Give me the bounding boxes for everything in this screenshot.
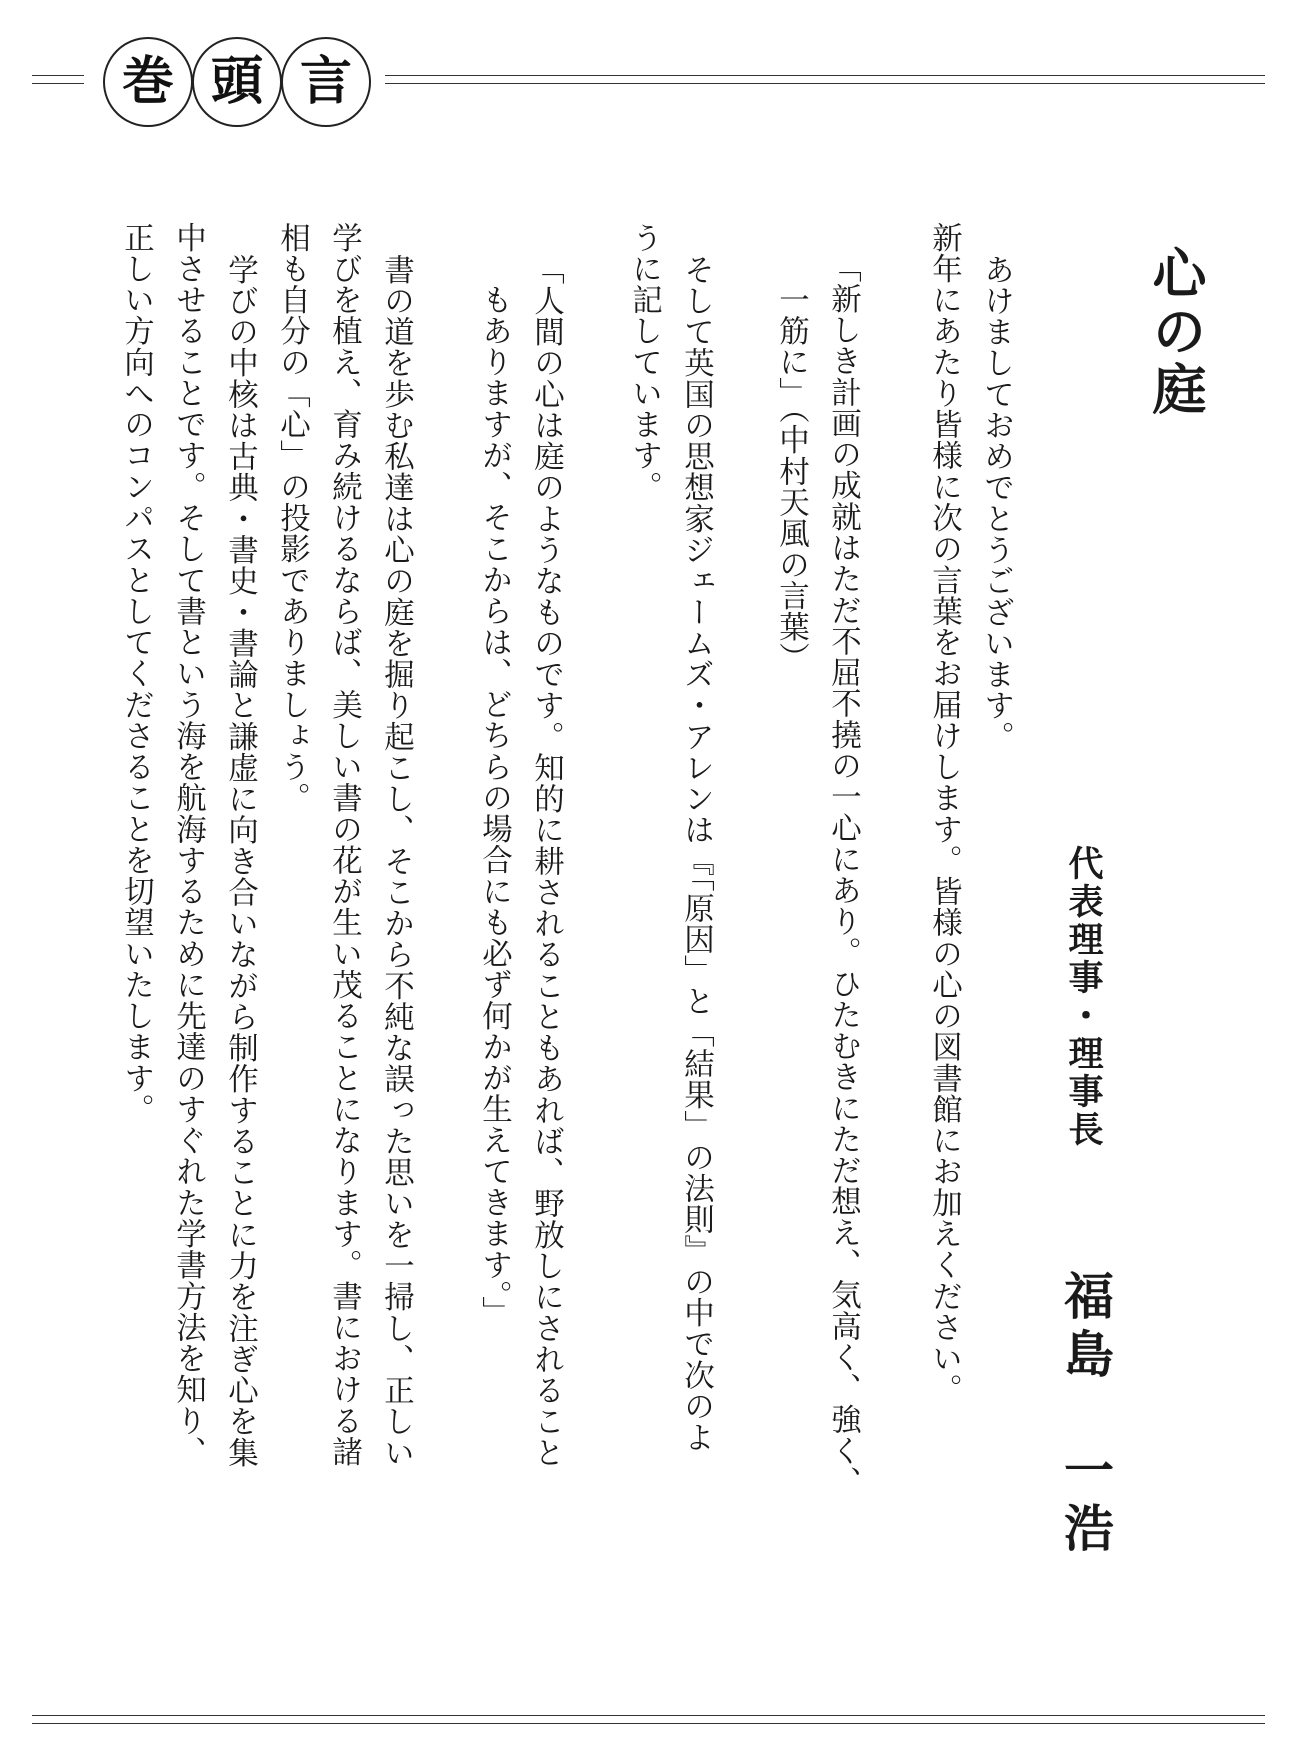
body-column-5: そして英国の思想家ジェームズ・アレンは『「原因」と「結果」の法則』の中で次のよ (678, 254, 714, 1453)
footer-rule (32, 1715, 1265, 1724)
header-rule-right (385, 75, 1265, 84)
body-column-12: 学びの中核は古典・書史・書論と謙虚に向き合いながら制作することに力を注ぎ心を集 (222, 254, 258, 1469)
header-rule-left (32, 75, 84, 84)
author-name: 福島 一浩 (1056, 1270, 1115, 1560)
body-column-2: 新年にあたり皆様に次の言葉をお届けします。皆様の心の図書館にお加えください。 (926, 222, 962, 1405)
body-column-1: あけましておめでとうございます。 (978, 254, 1014, 753)
section-badge-char-1: 巻 (103, 37, 193, 127)
section-badge-char-3: 言 (281, 37, 371, 127)
section-badge-char-2: 頭 (192, 37, 282, 127)
author-role: 代表理事・理事長 (1063, 845, 1103, 1149)
header (0, 0, 1300, 170)
article-title: 心の庭 (1144, 245, 1207, 419)
body-column-3: 「新しき計画の成就はただ不屈不撓の一心にあり。ひたむきにただ想え、気高く、強く、 (825, 252, 861, 1498)
body-column-13: 中させることです。そして書という海を航海するために先達のすぐれた学書方法を知り、 (170, 222, 206, 1468)
body-column-9: 書の道を歩む私達は心の庭を掘り起こし、そこから不純な誤った思いを一掃し、正しい (378, 254, 414, 1469)
body-column-10: 学びを植え、育み続けるならば、美しい書の花が生い茂ることになります。書における諸 (326, 222, 362, 1468)
body-column-14: 正しい方向へのコンパスとしてくださることを切望いたします。 (118, 222, 154, 1125)
body-column-6: うに記しています。 (626, 222, 662, 503)
body-column-7: 「人間の心は庭のようなものです。知的に耕されることもあれば、野放しにされること (528, 254, 564, 1469)
body-column-11: 相も自分の「心」の投影でありましょう。 (274, 222, 310, 814)
body-column-4: 一筋に」（中村天風の言葉） (773, 284, 809, 674)
body-column-8: もありますが、そこからは、どちらの場合にも必ず何かが生えてきます。」 (476, 284, 512, 1328)
